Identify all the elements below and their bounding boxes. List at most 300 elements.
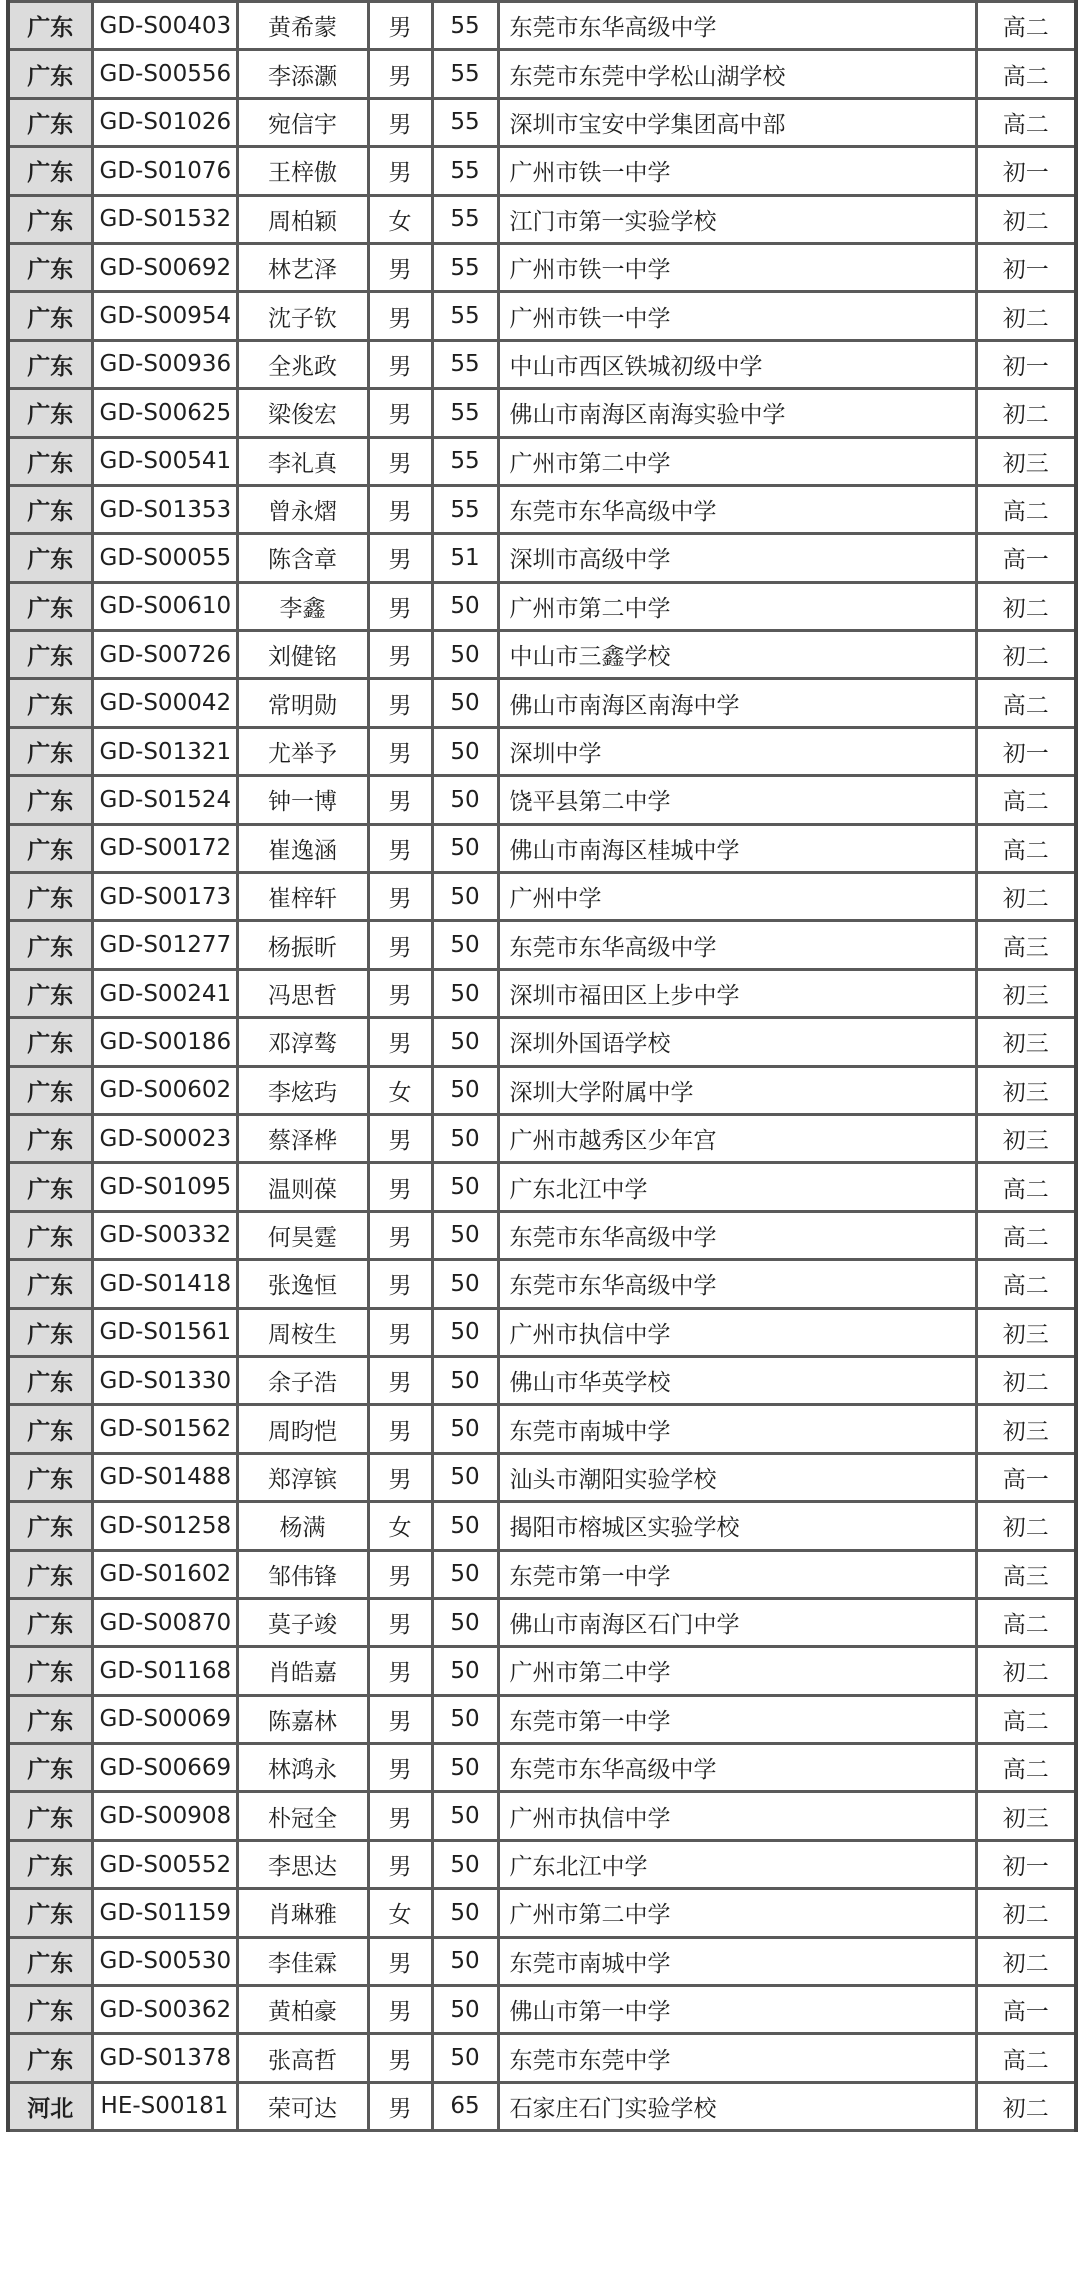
- school-cell: 佛山市华英学校: [498, 1356, 976, 1404]
- grade-cell: 高一: [976, 534, 1076, 582]
- score-cell: 50: [432, 824, 498, 872]
- school-cell: 广州市执信中学: [498, 1308, 976, 1356]
- province-cell: 广东: [8, 1163, 92, 1211]
- gender-cell: 男: [368, 582, 432, 630]
- student-name-cell: 李佳霖: [237, 1937, 368, 1985]
- gender-cell: 男: [368, 485, 432, 533]
- school-cell: 广州市第二中学: [498, 1647, 976, 1695]
- score-cell: 55: [432, 292, 498, 340]
- student-id-cell: GD-S01076: [92, 147, 237, 195]
- student-name-cell: 全兆政: [237, 340, 368, 388]
- student-name-cell: 曾永熠: [237, 485, 368, 533]
- student-id-cell: GD-S00186: [92, 1018, 237, 1066]
- gender-cell: 男: [368, 1695, 432, 1743]
- school-cell: 深圳外国语学校: [498, 1018, 976, 1066]
- school-cell: 中山市三鑫学校: [498, 631, 976, 679]
- student-id-cell: GD-S00069: [92, 1695, 237, 1743]
- table-row: [8, 1066, 1076, 1114]
- student-id-cell: GD-S01602: [92, 1550, 237, 1598]
- score-cell: 50: [432, 1308, 498, 1356]
- student-name-cell: 周桉生: [237, 1308, 368, 1356]
- grade-cell: 初二: [976, 631, 1076, 679]
- table-row: [8, 1937, 1076, 1985]
- gender-cell: 男: [368, 1598, 432, 1646]
- table-row: [8, 824, 1076, 872]
- grade-cell: 初三: [976, 1792, 1076, 1840]
- student-id-cell: GD-S00530: [92, 1937, 237, 1985]
- gender-cell: 女: [368, 1502, 432, 1550]
- table-row: [8, 1744, 1076, 1792]
- score-cell: 55: [432, 485, 498, 533]
- grade-cell: 初一: [976, 1840, 1076, 1888]
- grade-cell: 高二: [976, 2034, 1076, 2082]
- student-name-cell: 宛信宇: [237, 98, 368, 146]
- gender-cell: 男: [368, 147, 432, 195]
- student-id-cell: GD-S01418: [92, 1260, 237, 1308]
- score-cell: 50: [432, 1695, 498, 1743]
- score-cell: 50: [432, 679, 498, 727]
- student-name-cell: 崔梓轩: [237, 873, 368, 921]
- school-cell: 广东北江中学: [498, 1840, 976, 1888]
- student-name-cell: 张逸恒: [237, 1260, 368, 1308]
- province-cell: 广东: [8, 147, 92, 195]
- province-cell: 广东: [8, 2034, 92, 2082]
- grade-cell: 初二: [976, 1647, 1076, 1695]
- table-row: [8, 1356, 1076, 1404]
- student-name-cell: 周昀恺: [237, 1405, 368, 1453]
- grade-cell: 高二: [976, 776, 1076, 824]
- score-cell: 50: [432, 1066, 498, 1114]
- grade-cell: 高二: [976, 679, 1076, 727]
- province-cell: 广东: [8, 1453, 92, 1501]
- student-name-cell: 崔逸涵: [237, 824, 368, 872]
- province-cell: 广东: [8, 631, 92, 679]
- student-name-cell: 常明勋: [237, 679, 368, 727]
- grade-cell: 高二: [976, 1260, 1076, 1308]
- province-cell: 广东: [8, 1308, 92, 1356]
- grade-cell: 初二: [976, 582, 1076, 630]
- student-name-cell: 李鑫: [237, 582, 368, 630]
- grade-cell: 初二: [976, 389, 1076, 437]
- table-row: [8, 727, 1076, 775]
- grade-cell: 初三: [976, 437, 1076, 485]
- school-cell: 东莞市东莞中学: [498, 2034, 976, 2082]
- gender-cell: 男: [368, 1453, 432, 1501]
- grade-cell: 高二: [976, 485, 1076, 533]
- school-cell: 佛山市南海区桂城中学: [498, 824, 976, 872]
- student-name-cell: 黄希蒙: [237, 2, 368, 50]
- school-cell: 深圳市宝安中学集团高中部: [498, 98, 976, 146]
- score-cell: 50: [432, 873, 498, 921]
- grade-cell: 高一: [976, 1986, 1076, 2034]
- grade-cell: 初三: [976, 1405, 1076, 1453]
- gender-cell: 男: [368, 2082, 432, 2130]
- table-row: [8, 1163, 1076, 1211]
- province-cell: 广东: [8, 873, 92, 921]
- score-cell: 50: [432, 1647, 498, 1695]
- province-cell: 广东: [8, 1889, 92, 1937]
- score-cell: 50: [432, 1744, 498, 1792]
- student-name-cell: 朴冠全: [237, 1792, 368, 1840]
- score-cell: 55: [432, 437, 498, 485]
- table-row: [8, 1018, 1076, 1066]
- table-row: [8, 631, 1076, 679]
- student-name-cell: 张高哲: [237, 2034, 368, 2082]
- province-cell: 广东: [8, 389, 92, 437]
- table-row: [8, 1792, 1076, 1840]
- score-cell: 50: [432, 1453, 498, 1501]
- student-id-cell: GD-S00954: [92, 292, 237, 340]
- student-id-cell: GD-S01524: [92, 776, 237, 824]
- score-cell: 55: [432, 243, 498, 291]
- table-row: [8, 969, 1076, 1017]
- gender-cell: 男: [368, 437, 432, 485]
- gender-cell: 男: [368, 2034, 432, 2082]
- gender-cell: 男: [368, 389, 432, 437]
- school-cell: 中山市西区铁城初级中学: [498, 340, 976, 388]
- table-row: [8, 243, 1076, 291]
- province-cell: 广东: [8, 1356, 92, 1404]
- school-cell: 东莞市东华高级中学: [498, 485, 976, 533]
- score-cell: 50: [432, 1889, 498, 1937]
- gender-cell: 男: [368, 776, 432, 824]
- gender-cell: 男: [368, 50, 432, 98]
- table-row: [8, 1986, 1076, 2034]
- table-body: [8, 2, 1076, 2131]
- score-cell: 55: [432, 389, 498, 437]
- province-cell: 河北: [8, 2082, 92, 2130]
- student-name-cell: 尤举予: [237, 727, 368, 775]
- school-cell: 广州市第二中学: [498, 582, 976, 630]
- score-cell: 50: [432, 1598, 498, 1646]
- score-cell: 50: [432, 921, 498, 969]
- table-row: [8, 1550, 1076, 1598]
- grade-cell: 初二: [976, 1889, 1076, 1937]
- gender-cell: 男: [368, 1356, 432, 1404]
- school-cell: 广州市第二中学: [498, 1889, 976, 1937]
- gender-cell: 男: [368, 98, 432, 146]
- gender-cell: 女: [368, 195, 432, 243]
- gender-cell: 男: [368, 1647, 432, 1695]
- results-table: [6, 0, 1078, 2132]
- score-cell: 55: [432, 147, 498, 195]
- grade-cell: 高二: [976, 824, 1076, 872]
- school-cell: 佛山市南海区南海中学: [498, 679, 976, 727]
- score-cell: 55: [432, 195, 498, 243]
- student-name-cell: 温则葆: [237, 1163, 368, 1211]
- province-cell: 广东: [8, 1647, 92, 1695]
- grade-cell: 高二: [976, 98, 1076, 146]
- table-row: [8, 340, 1076, 388]
- grade-cell: 高二: [976, 1695, 1076, 1743]
- gender-cell: 男: [368, 1744, 432, 1792]
- school-cell: 东莞市东华高级中学: [498, 1211, 976, 1259]
- student-id-cell: GD-S01562: [92, 1405, 237, 1453]
- province-cell: 广东: [8, 776, 92, 824]
- student-name-cell: 邓淳骜: [237, 1018, 368, 1066]
- gender-cell: 男: [368, 727, 432, 775]
- gender-cell: 女: [368, 1066, 432, 1114]
- gender-cell: 男: [368, 2, 432, 50]
- table-row: [8, 1502, 1076, 1550]
- score-cell: 55: [432, 2, 498, 50]
- province-cell: 广东: [8, 1792, 92, 1840]
- school-cell: 佛山市南海区石门中学: [498, 1598, 976, 1646]
- student-id-cell: GD-S01378: [92, 2034, 237, 2082]
- student-name-cell: 李礼真: [237, 437, 368, 485]
- gender-cell: 男: [368, 243, 432, 291]
- table-row: [8, 1114, 1076, 1162]
- gender-cell: 男: [368, 921, 432, 969]
- student-id-cell: GD-S00936: [92, 340, 237, 388]
- student-id-cell: GD-S00908: [92, 1792, 237, 1840]
- student-name-cell: 钟一博: [237, 776, 368, 824]
- score-cell: 50: [432, 1260, 498, 1308]
- school-cell: 广州市越秀区少年宫: [498, 1114, 976, 1162]
- school-cell: 深圳中学: [498, 727, 976, 775]
- score-cell: 55: [432, 50, 498, 98]
- grade-cell: 初三: [976, 1066, 1076, 1114]
- student-name-cell: 林鸿永: [237, 1744, 368, 1792]
- student-name-cell: 李思达: [237, 1840, 368, 1888]
- table-row: [8, 873, 1076, 921]
- score-cell: 55: [432, 340, 498, 388]
- grade-cell: 高二: [976, 1744, 1076, 1792]
- student-id-cell: GD-S01159: [92, 1889, 237, 1937]
- province-cell: 广东: [8, 485, 92, 533]
- school-cell: 广州市铁一中学: [498, 147, 976, 195]
- province-cell: 广东: [8, 437, 92, 485]
- province-cell: 广东: [8, 1018, 92, 1066]
- school-cell: 深圳市福田区上步中学: [498, 969, 976, 1017]
- school-cell: 广州市执信中学: [498, 1792, 976, 1840]
- school-cell: 广东北江中学: [498, 1163, 976, 1211]
- score-cell: 51: [432, 534, 498, 582]
- grade-cell: 初一: [976, 147, 1076, 195]
- gender-cell: 男: [368, 1211, 432, 1259]
- grade-cell: 初一: [976, 727, 1076, 775]
- table-row: [8, 1889, 1076, 1937]
- table-row: [8, 1211, 1076, 1259]
- grade-cell: 初二: [976, 1356, 1076, 1404]
- student-name-cell: 杨满: [237, 1502, 368, 1550]
- table-row: [8, 921, 1076, 969]
- province-cell: 广东: [8, 340, 92, 388]
- gender-cell: 男: [368, 631, 432, 679]
- student-id-cell: GD-S01532: [92, 195, 237, 243]
- student-name-cell: 陈含章: [237, 534, 368, 582]
- gender-cell: 女: [368, 1889, 432, 1937]
- student-name-cell: 何昊霆: [237, 1211, 368, 1259]
- province-cell: 广东: [8, 824, 92, 872]
- school-cell: 佛山市南海区南海实验中学: [498, 389, 976, 437]
- student-name-cell: 李炫玙: [237, 1066, 368, 1114]
- grade-cell: 初二: [976, 873, 1076, 921]
- province-cell: 广东: [8, 98, 92, 146]
- student-id-cell: GD-S00042: [92, 679, 237, 727]
- grade-cell: 初一: [976, 340, 1076, 388]
- province-cell: 广东: [8, 1405, 92, 1453]
- province-cell: 广东: [8, 50, 92, 98]
- gender-cell: 男: [368, 292, 432, 340]
- province-cell: 广东: [8, 292, 92, 340]
- student-name-cell: 王梓傲: [237, 147, 368, 195]
- student-name-cell: 郑淳镔: [237, 1453, 368, 1501]
- student-id-cell: GD-S00403: [92, 2, 237, 50]
- student-name-cell: 冯思哲: [237, 969, 368, 1017]
- gender-cell: 男: [368, 873, 432, 921]
- student-name-cell: 周柏颖: [237, 195, 368, 243]
- province-cell: 广东: [8, 727, 92, 775]
- grade-cell: 高二: [976, 50, 1076, 98]
- province-cell: 广东: [8, 1502, 92, 1550]
- table-row: [8, 1598, 1076, 1646]
- school-cell: 深圳市高级中学: [498, 534, 976, 582]
- grade-cell: 高三: [976, 1550, 1076, 1598]
- gender-cell: 男: [368, 1018, 432, 1066]
- score-cell: 50: [432, 1986, 498, 2034]
- student-name-cell: 莫子竣: [237, 1598, 368, 1646]
- province-cell: 广东: [8, 243, 92, 291]
- student-id-cell: GD-S01026: [92, 98, 237, 146]
- student-id-cell: GD-S01258: [92, 1502, 237, 1550]
- score-cell: 50: [432, 1211, 498, 1259]
- table-row: [8, 437, 1076, 485]
- student-id-cell: GD-S00692: [92, 243, 237, 291]
- school-cell: 东莞市东华高级中学: [498, 1260, 976, 1308]
- province-cell: 广东: [8, 1114, 92, 1162]
- student-name-cell: 林艺泽: [237, 243, 368, 291]
- student-name-cell: 蔡泽桦: [237, 1114, 368, 1162]
- grade-cell: 初二: [976, 195, 1076, 243]
- grade-cell: 初二: [976, 1937, 1076, 1985]
- school-cell: 广州市第二中学: [498, 437, 976, 485]
- province-cell: 广东: [8, 1695, 92, 1743]
- table-row: [8, 582, 1076, 630]
- table-row: [8, 1260, 1076, 1308]
- student-id-cell: GD-S00870: [92, 1598, 237, 1646]
- student-id-cell: GD-S00669: [92, 1744, 237, 1792]
- table-row: [8, 485, 1076, 533]
- table-row: [8, 776, 1076, 824]
- student-id-cell: GD-S01330: [92, 1356, 237, 1404]
- gender-cell: 男: [368, 534, 432, 582]
- table-row: [8, 679, 1076, 727]
- grade-cell: 初一: [976, 243, 1076, 291]
- grade-cell: 初二: [976, 1502, 1076, 1550]
- school-cell: 东莞市南城中学: [498, 1937, 976, 1985]
- score-cell: 50: [432, 1114, 498, 1162]
- table-row: [8, 534, 1076, 582]
- province-cell: 广东: [8, 969, 92, 1017]
- table-row: [8, 1453, 1076, 1501]
- table-row: [8, 1695, 1076, 1743]
- student-id-cell: GD-S01095: [92, 1163, 237, 1211]
- student-id-cell: HE-S00181: [92, 2082, 237, 2130]
- gender-cell: 男: [368, 1308, 432, 1356]
- student-id-cell: GD-S00610: [92, 582, 237, 630]
- student-name-cell: 沈子钦: [237, 292, 368, 340]
- student-name-cell: 梁俊宏: [237, 389, 368, 437]
- school-cell: 东莞市南城中学: [498, 1405, 976, 1453]
- score-cell: 50: [432, 1163, 498, 1211]
- student-name-cell: 余子浩: [237, 1356, 368, 1404]
- score-cell: 50: [432, 969, 498, 1017]
- score-cell: 50: [432, 1356, 498, 1404]
- grade-cell: 高二: [976, 2, 1076, 50]
- table-row: [8, 2082, 1076, 2130]
- score-cell: 55: [432, 98, 498, 146]
- school-cell: 东莞市东华高级中学: [498, 2, 976, 50]
- province-cell: 广东: [8, 2, 92, 50]
- score-cell: 50: [432, 1792, 498, 1840]
- gender-cell: 男: [368, 1405, 432, 1453]
- score-cell: 65: [432, 2082, 498, 2130]
- school-cell: 广州市铁一中学: [498, 292, 976, 340]
- student-id-cell: GD-S00332: [92, 1211, 237, 1259]
- grade-cell: 高二: [976, 1598, 1076, 1646]
- table-row: [8, 292, 1076, 340]
- province-cell: 广东: [8, 582, 92, 630]
- province-cell: 广东: [8, 1550, 92, 1598]
- school-cell: 东莞市第一中学: [498, 1695, 976, 1743]
- province-cell: 广东: [8, 1744, 92, 1792]
- grade-cell: 初三: [976, 1308, 1076, 1356]
- student-id-cell: GD-S01168: [92, 1647, 237, 1695]
- student-id-cell: GD-S00362: [92, 1986, 237, 2034]
- table-row: [8, 147, 1076, 195]
- grade-cell: 初三: [976, 1114, 1076, 1162]
- student-id-cell: GD-S01321: [92, 727, 237, 775]
- student-id-cell: GD-S00726: [92, 631, 237, 679]
- student-id-cell: GD-S01488: [92, 1453, 237, 1501]
- score-cell: 50: [432, 1018, 498, 1066]
- table-row: [8, 2, 1076, 50]
- school-cell: 江门市第一实验学校: [498, 195, 976, 243]
- gender-cell: 男: [368, 969, 432, 1017]
- province-cell: 广东: [8, 1986, 92, 2034]
- student-id-cell: GD-S00172: [92, 824, 237, 872]
- school-cell: 佛山市第一中学: [498, 1986, 976, 2034]
- school-cell: 石家庄石门实验学校: [498, 2082, 976, 2130]
- student-name-cell: 肖皓嘉: [237, 1647, 368, 1695]
- student-name-cell: 杨振昕: [237, 921, 368, 969]
- student-name-cell: 刘健铭: [237, 631, 368, 679]
- province-cell: 广东: [8, 534, 92, 582]
- gender-cell: 男: [368, 1792, 432, 1840]
- grade-cell: 初三: [976, 1018, 1076, 1066]
- score-cell: 50: [432, 582, 498, 630]
- score-cell: 50: [432, 1840, 498, 1888]
- gender-cell: 男: [368, 1114, 432, 1162]
- student-id-cell: GD-S00625: [92, 389, 237, 437]
- gender-cell: 男: [368, 1163, 432, 1211]
- school-cell: 东莞市东莞中学松山湖学校: [498, 50, 976, 98]
- school-cell: 东莞市第一中学: [498, 1550, 976, 1598]
- student-id-cell: GD-S00556: [92, 50, 237, 98]
- student-name-cell: 荣可达: [237, 2082, 368, 2130]
- province-cell: 广东: [8, 1260, 92, 1308]
- province-cell: 广东: [8, 195, 92, 243]
- student-id-cell: GD-S01277: [92, 921, 237, 969]
- student-id-cell: GD-S00173: [92, 873, 237, 921]
- score-cell: 50: [432, 1405, 498, 1453]
- table-row: [8, 1308, 1076, 1356]
- table-row: [8, 1647, 1076, 1695]
- student-id-cell: GD-S01353: [92, 485, 237, 533]
- gender-cell: 男: [368, 824, 432, 872]
- gender-cell: 男: [368, 679, 432, 727]
